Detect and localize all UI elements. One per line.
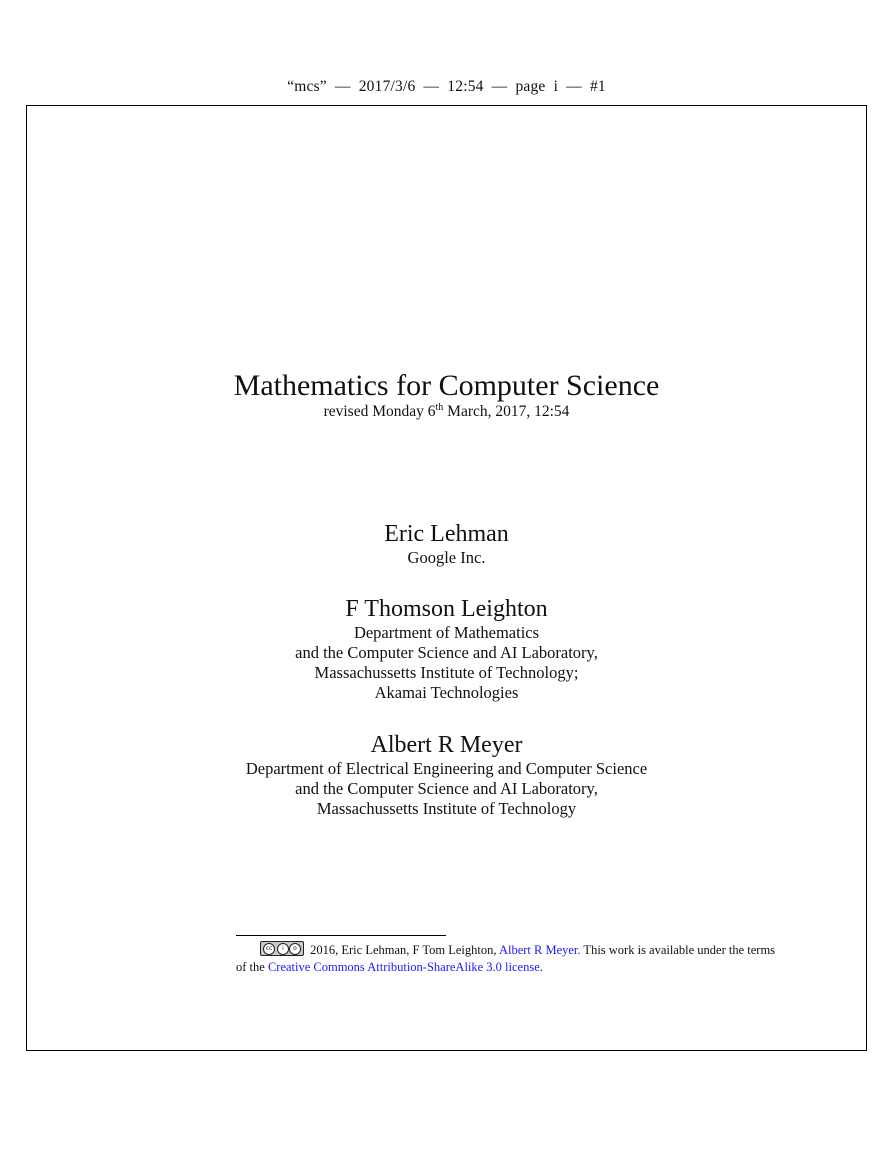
revision-date bbox=[0, 402, 893, 422]
footnote-end: . bbox=[539, 960, 543, 974]
author-block-lehman bbox=[0, 520, 893, 568]
author-link[interactable]: Albert R Meyer. bbox=[498, 943, 581, 957]
author-name: F Thomson Leighton bbox=[345, 596, 548, 622]
creative-commons-icon: cc i o bbox=[260, 941, 304, 956]
license-text: This work is available under the terms of the bbox=[236, 943, 776, 974]
author-affiliation-line: Department of Electrical Engineering and Computer Science bbox=[245, 759, 648, 778]
copyright-footnote bbox=[236, 941, 776, 976]
page-frame bbox=[26, 105, 867, 1051]
author-affiliation-line: Massachussetts Institute of Technology bbox=[316, 799, 577, 818]
author-block-meyer bbox=[0, 731, 893, 819]
book-title: Mathematics for Computer Science bbox=[233, 369, 660, 402]
author-affiliation-line: and the Computer Science and AI Laboratory, bbox=[295, 779, 598, 798]
author-affiliation-line: Department of Mathematics bbox=[353, 623, 540, 642]
copyright-text: 2016, Eric Lehman, F Tom Leighton, bbox=[307, 943, 499, 957]
author-affiliation-line: and the Computer Science and AI Laboratory, bbox=[295, 643, 598, 662]
revision-superscript: th bbox=[435, 402, 444, 413]
author-affiliation-line: Massachussetts Institute of Technology; bbox=[314, 663, 579, 682]
license-link[interactable]: Creative Commons Attribution-ShareAlike 3.0 license bbox=[267, 960, 540, 974]
author-block-leighton bbox=[0, 595, 893, 703]
author-name: Albert R Meyer bbox=[370, 732, 523, 758]
author-affiliation-line: Google Inc. bbox=[407, 548, 486, 567]
revision-suffix: March, 2017, 12:54 bbox=[443, 403, 570, 420]
revision-prefix: revised Monday 6 bbox=[323, 403, 436, 420]
author-name: Eric Lehman bbox=[384, 521, 509, 547]
footnote-rule bbox=[236, 935, 446, 936]
author-affiliation-line: Akamai Technologies bbox=[374, 683, 519, 702]
running-header: “mcs” — 2017/3/6 — 12:54 — page i — #1 bbox=[287, 78, 606, 95]
